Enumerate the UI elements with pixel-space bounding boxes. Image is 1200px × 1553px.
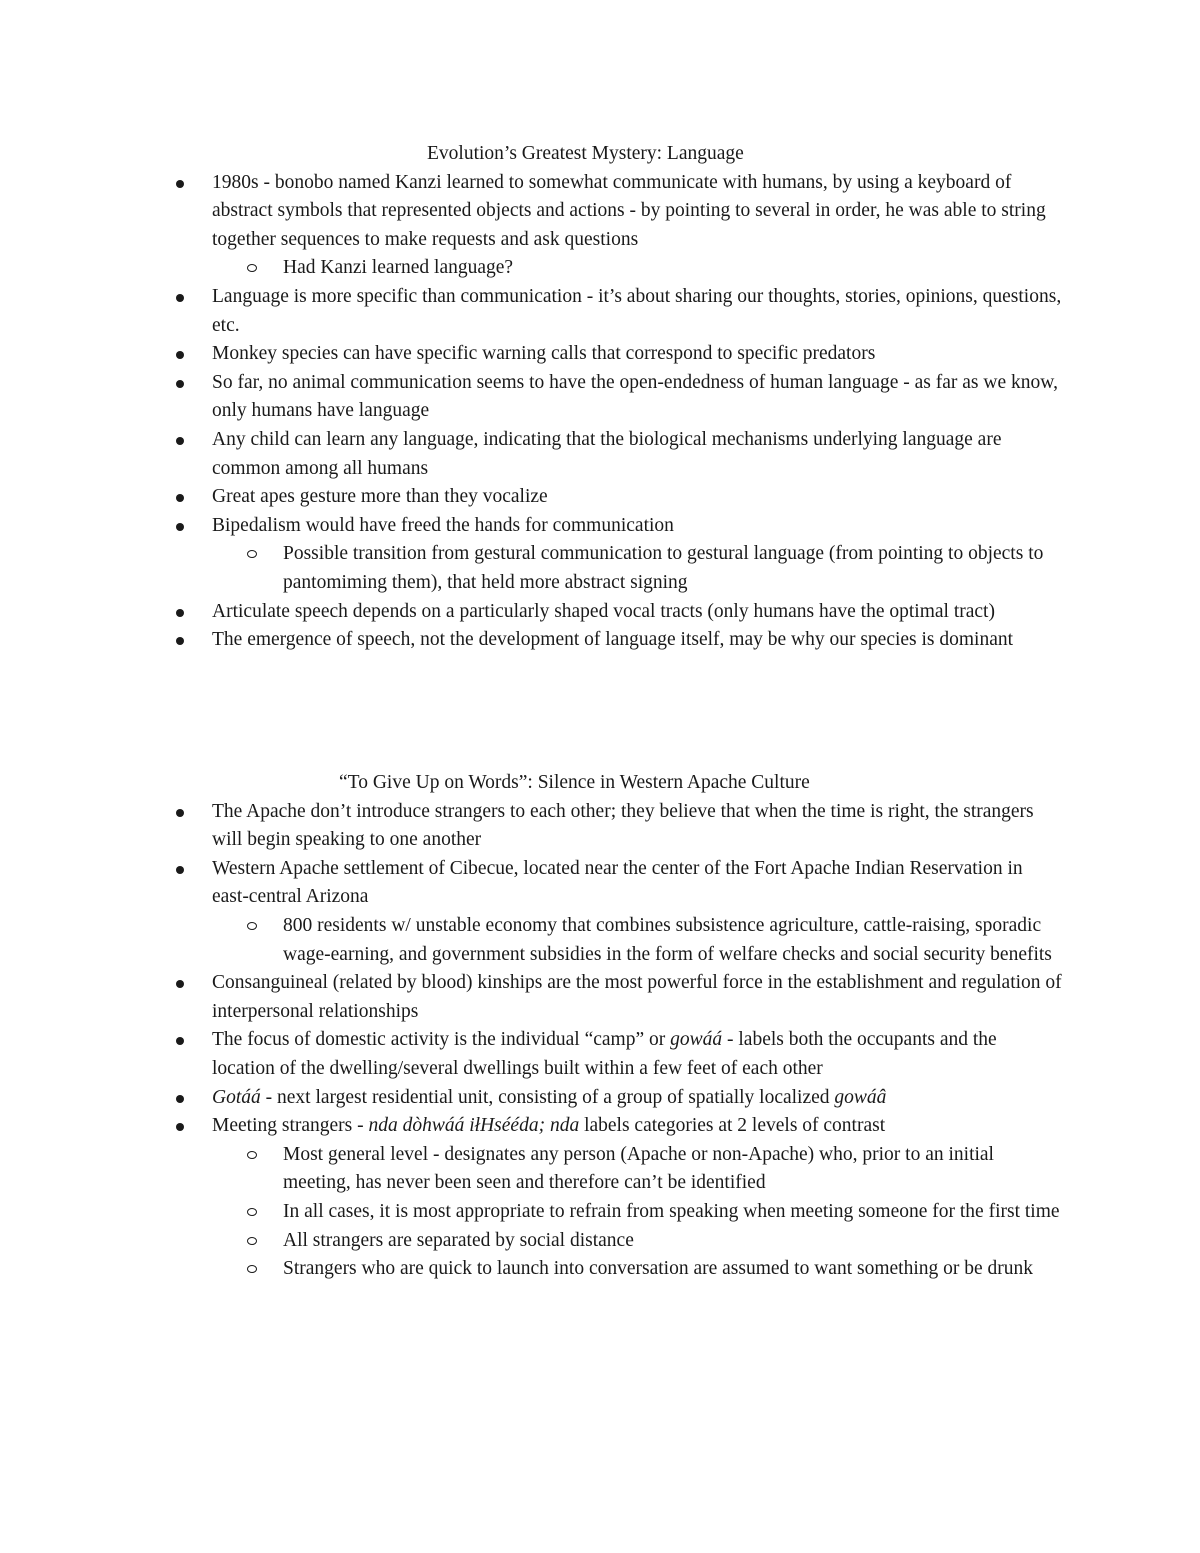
sub-list-item [0, 1227, 1063, 1256]
list-item-term-2: gowáâ [834, 1086, 887, 1108]
sub-list-item-text: 800 residents w/ unstable economy that combines subsistence agriculture, cattle-raising, sporadic wage-earning, and government subsidies in the form of welfare checks and social security benefits [283, 914, 1052, 965]
section-title: “To Give Up on Words”: Silence in Western Apache Culture [339, 772, 810, 793]
sub-list-item [0, 1141, 1063, 1198]
list-item-text: Language is more specific than communication - it’s about sharing our thoughts, stories, opinions, questions, etc. [212, 285, 1062, 336]
sub-list-item-text: All strangers are separated by social distance [283, 1229, 634, 1251]
list-item-text: So far, no animal communication seems to have the open-endedness of human language - as far as we know, only humans have language [212, 371, 1058, 422]
hollow-bullet-icon [247, 1237, 257, 1245]
hollow-bullet-icon [247, 1151, 257, 1159]
bullet-icon [176, 1037, 184, 1045]
list-item-text: The Apache don’t introduce strangers to each other; they believe that when the time is right, the strangers will begin speaking to one another [212, 800, 1034, 851]
list-item [0, 855, 1062, 969]
bullet-icon [176, 980, 184, 988]
bullet-icon [176, 866, 184, 874]
bullet-icon [176, 809, 184, 817]
list-item-text: Consanguineal (related by blood) kinships are the most powerful force in the establishment and regulation of interpersonal relationships [212, 972, 1062, 1022]
bullet-list [0, 169, 1200, 655]
list-item [0, 598, 1062, 627]
hollow-bullet-icon [247, 264, 257, 272]
section-evolution-language [0, 140, 1200, 655]
sub-list-item [0, 1255, 1063, 1284]
bullet-list [0, 798, 1200, 1284]
bullet-icon [176, 637, 184, 645]
list-item [0, 1084, 1062, 1113]
sub-list-item-text: In all cases, it is most appropriate to refrain from speaking when meeting someone for the first time [283, 1200, 1060, 1222]
bullet-icon [176, 494, 184, 502]
list-item [0, 426, 1062, 483]
list-item-text: Western Apache settlement of Cibecue, located near the center of the Fort Apache Indian Reservation in east-central Arizona [212, 857, 1023, 908]
section-apache-silence [0, 769, 1200, 1284]
hollow-bullet-icon [247, 1208, 257, 1216]
list-item-text-after: - next largest residential unit, consisting of a group of spatially localized [260, 1086, 835, 1108]
sub-list-item-text: Strangers who are quick to launch into conversation are assumed to want something or be drunk [283, 1258, 1034, 1280]
list-item-text-before: Meeting strangers - [212, 1115, 369, 1137]
sub-list-item [0, 540, 1063, 597]
list-item-text-after: labels categories at 2 levels of contrast [579, 1115, 886, 1137]
list-item-text: Articulate speech depends on a particularly shaped vocal tracts (only humans have the optimal tract) [212, 600, 995, 622]
list-item [0, 1026, 1062, 1083]
section-title: Evolution’s Greatest Mystery: Language [427, 143, 744, 164]
list-item [0, 969, 1062, 1026]
hollow-bullet-icon [247, 922, 257, 930]
list-item-term: gowáá [670, 1029, 723, 1051]
bullet-icon [176, 1095, 184, 1103]
bullet-icon [176, 180, 184, 188]
list-item [0, 340, 1062, 369]
bullet-icon [176, 1123, 184, 1131]
sub-list [212, 540, 1062, 597]
list-item [0, 369, 1062, 426]
sub-list-item [0, 912, 1063, 969]
bullet-icon [176, 609, 184, 617]
bullet-icon [176, 294, 184, 302]
list-item-text: Monkey species can have specific warning calls that correspond to specific predators [212, 343, 876, 365]
bullet-icon [176, 380, 184, 388]
sub-list-item [0, 1198, 1063, 1227]
sub-list-item-text: Had Kanzi learned language? [283, 257, 514, 279]
list-item [0, 283, 1062, 340]
list-item [0, 1112, 1062, 1284]
list-item [0, 169, 1062, 283]
bullet-icon [176, 523, 184, 531]
list-item-term: nda dòhwáá iłHsééda; nda [368, 1115, 580, 1137]
list-item-text: The emergence of speech, not the development of language itself, may be why our species is dominant [212, 629, 1014, 651]
list-item [0, 512, 1062, 598]
list-item-text-after: - labels both the occupants and the location of the dwelling/several dwellings built within a few feet of each other [212, 1029, 997, 1079]
sub-list-item-text: Most general level - designates any person (Apache or non-Apache) who, prior to an initial meeting, has never been seen and therefore can’t be identified [283, 1143, 994, 1194]
list-item-text: Great apes gesture more than they vocalize [212, 486, 548, 508]
sub-list [212, 912, 1062, 969]
bullet-icon [176, 351, 184, 359]
list-item-term: Gotáá [212, 1086, 261, 1108]
list-item-text: 1980s - bonobo named Kanzi learned to somewhat communicate with humans, by using a keyboard of abstract symbols that represented objects and actions - by pointing to several in order, he was able to string together sequences to make requests and ask questions [212, 171, 1046, 250]
list-item-text-before: The focus of domestic activity is the individual “camp” or [212, 1029, 671, 1051]
list-item [0, 626, 1062, 655]
list-item [0, 483, 1062, 512]
sub-list [212, 254, 1062, 283]
list-item [0, 798, 1062, 855]
sub-list-item-text: Possible transition from gestural communication to gestural language (from pointing to objects to pantomiming them), that held more abstract signing [283, 543, 1044, 593]
hollow-bullet-icon [247, 1265, 257, 1273]
list-item-text: Any child can learn any language, indicating that the biological mechanisms underlying language are common among all humans [212, 428, 1002, 479]
list-item-text: Bipedalism would have freed the hands for communication [212, 514, 674, 536]
sub-list [212, 1141, 1062, 1284]
bullet-icon [176, 437, 184, 445]
sub-list-item [0, 254, 1063, 283]
hollow-bullet-icon [247, 550, 257, 558]
